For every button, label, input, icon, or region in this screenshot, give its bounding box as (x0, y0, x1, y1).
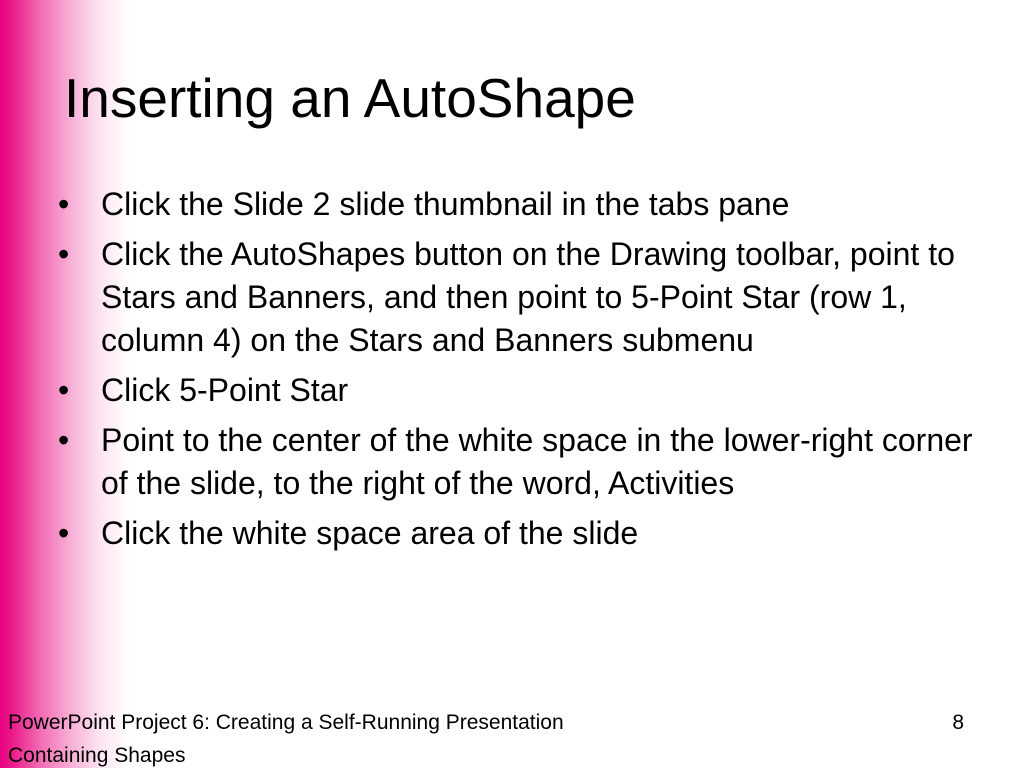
bullet-icon: • (58, 422, 70, 458)
bullet-text: Click the AutoShapes button on the Drawing toolbar, point to Stars and Banners, and then point to 5-Point Star (row 1, column 4) on the Stars and Banners submenu (101, 236, 955, 358)
page-number: 8 (952, 711, 964, 734)
bullet-item (58, 233, 988, 362)
bullet-icon: • (58, 515, 70, 551)
bullet-icon: • (58, 236, 70, 272)
bullet-text: Click 5-Point Star (101, 372, 349, 408)
bullet-list (58, 183, 988, 562)
slide-title: Inserting an AutoShape (64, 67, 636, 129)
footer-line: PowerPoint Project 6: Creating a Self-Running Presentation (8, 711, 564, 734)
bullet-text: Click the Slide 2 slide thumbnail in the tabs pane (101, 186, 790, 222)
bullet-item (58, 512, 988, 555)
bullet-item (58, 419, 988, 505)
bullet-text: Click the white space area of the slide (101, 515, 639, 551)
footer-line: Containing Shapes (8, 744, 186, 767)
bullet-icon: • (58, 372, 70, 408)
bullet-text: Point to the center of the white space in the lower-right corner of the slide, to the right of the word, Activities (101, 422, 973, 501)
footer (8, 706, 768, 768)
bullet-item (58, 183, 988, 226)
bullet-item (58, 369, 988, 412)
bullet-icon: • (58, 186, 70, 222)
